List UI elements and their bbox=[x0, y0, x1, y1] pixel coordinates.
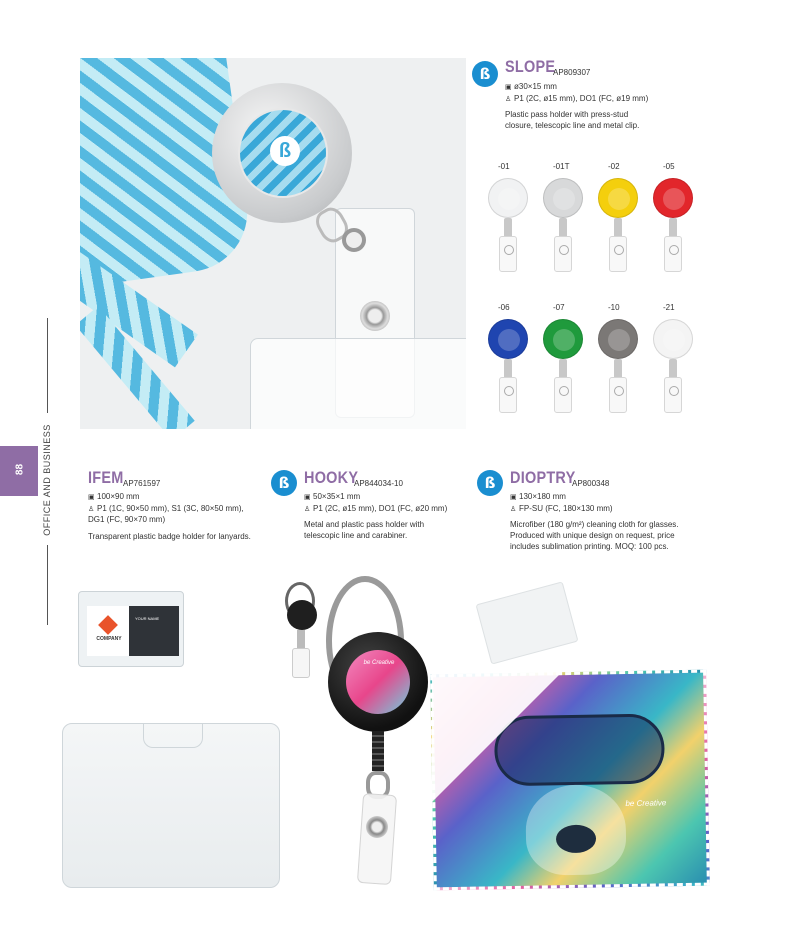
ifem-print-cont: DG1 (FC, 90×70 mm) bbox=[88, 515, 166, 524]
ifem-code: AP761597 bbox=[123, 479, 161, 488]
slope-print: ♙ P1 (2C, ø15 mm), DO1 (FC, ø19 mm) bbox=[505, 94, 649, 103]
brand-badge-icon: ß bbox=[472, 61, 498, 87]
page-number: 88 bbox=[14, 463, 26, 476]
slope-variant-clip bbox=[504, 359, 512, 379]
slope-variant-clip bbox=[504, 218, 512, 238]
side-divider-bottom bbox=[47, 545, 48, 625]
hooky-description: Metal and plastic pass holder with telescopic line and carabiner. bbox=[304, 520, 425, 540]
slope-variant-swatch bbox=[651, 178, 695, 278]
dioptry-description: Microfiber (180 g/m²) cleaning cloth for glasses. Produced with unique design on request, price includes sublimation printing. MOQ: 100 pcs. bbox=[510, 520, 679, 551]
slope-variant-disc bbox=[543, 178, 583, 218]
ifem-empty-photo bbox=[62, 723, 280, 888]
slope-variant-disc bbox=[543, 319, 583, 359]
slope-variant-tab bbox=[664, 236, 682, 272]
slope-variant-clip bbox=[614, 359, 622, 379]
slope-variant-swatch bbox=[486, 319, 530, 419]
slope-variant-tab bbox=[554, 236, 572, 272]
cloth-fold-corner bbox=[432, 672, 562, 802]
hooky-print: ♙ P1 (2C, ø15 mm), DO1 (FC, ø20 mm) bbox=[304, 504, 448, 513]
slope-variant-swatch bbox=[541, 319, 585, 419]
section-label: OFFICE AND BUSINESS bbox=[42, 424, 52, 536]
slope-variant-tab bbox=[664, 377, 682, 413]
page-number-tab bbox=[0, 446, 38, 496]
slope-variant-tab bbox=[609, 236, 627, 272]
side-divider-top bbox=[47, 318, 48, 413]
slope-variant-swatch bbox=[596, 319, 640, 419]
ifem-print: ♙ P1 (1C, 90×50 mm), S1 (3C, 80×50 mm), bbox=[88, 504, 244, 513]
card-company-text: COMPANY bbox=[96, 636, 122, 642]
ruler-icon: ▣ bbox=[505, 84, 512, 91]
slope-code: AP809307 bbox=[553, 68, 591, 77]
hooky-size: ▣ 50×35×1 mm bbox=[304, 492, 361, 501]
slope-size: ▣ ø30×15 mm bbox=[505, 82, 557, 91]
print-icon: ♙ bbox=[510, 506, 517, 513]
hooky-small-photo bbox=[282, 582, 322, 692]
slope-variant-code: -07 bbox=[553, 303, 565, 312]
ruler-icon: ▣ bbox=[88, 494, 95, 501]
slope-variant-code: -21 bbox=[663, 303, 675, 312]
slope-variant-swatch bbox=[596, 178, 640, 278]
dioptry-code: AP800348 bbox=[572, 479, 610, 488]
slope-variant-tab bbox=[499, 236, 517, 272]
hooky-badge-text: be Creative bbox=[363, 660, 395, 666]
slope-variant-disc bbox=[488, 178, 528, 218]
print-icon: ♙ bbox=[505, 96, 512, 103]
brand-logo-icon: ß bbox=[270, 136, 300, 166]
slope-variant-code: -01 bbox=[498, 162, 510, 171]
hooky-code: AP844034-10 bbox=[354, 479, 403, 488]
slope-variant-code: -06 bbox=[498, 303, 510, 312]
brand-badge-icon: ß bbox=[271, 470, 297, 496]
slope-variant-clip bbox=[614, 218, 622, 238]
slope-variant-tab bbox=[554, 377, 572, 413]
dioptry-size: ▣ 130×180 mm bbox=[510, 492, 566, 501]
card-name-text: YOUR NAME bbox=[135, 616, 160, 621]
ifem-name: IFEM bbox=[88, 468, 124, 487]
slope-variant-swatch bbox=[651, 319, 695, 419]
print-icon: ♙ bbox=[88, 506, 95, 513]
hooky-large-photo bbox=[318, 576, 438, 896]
slope-lifestyle-photo bbox=[80, 58, 466, 429]
slope-variant-disc bbox=[598, 319, 638, 359]
brand-badge-icon: ß bbox=[477, 470, 503, 496]
print-icon: ♙ bbox=[304, 506, 311, 513]
ifem-size: ▣ 100×90 mm bbox=[88, 492, 140, 501]
ifem-description: Transparent plastic badge holder for lanyards. bbox=[88, 532, 251, 541]
slope-variant-code: -02 bbox=[608, 162, 620, 171]
slope-variant-clip bbox=[559, 218, 567, 238]
ruler-icon: ▣ bbox=[304, 494, 311, 501]
slope-variant-code: -10 bbox=[608, 303, 620, 312]
slope-description: Plastic pass holder with press-stud closure, telescopic line and metal clip. bbox=[505, 110, 640, 130]
slope-variant-disc bbox=[488, 319, 528, 359]
cloth-badge-text: be Creative bbox=[625, 798, 667, 809]
slope-variant-disc bbox=[598, 178, 638, 218]
dioptry-folded-photo bbox=[476, 581, 579, 664]
slope-variant-tab bbox=[609, 377, 627, 413]
slope-variant-clip bbox=[669, 359, 677, 379]
slope-variant-code: -01T bbox=[553, 162, 570, 171]
ifem-with-card-photo bbox=[78, 591, 184, 667]
slope-variant-code: -05 bbox=[663, 162, 675, 171]
dioptry-name: DIOPTRY bbox=[510, 468, 576, 487]
slope-variant-clip bbox=[559, 359, 567, 379]
slope-variant-swatch bbox=[486, 178, 530, 278]
slope-variant-swatch bbox=[541, 178, 585, 278]
slope-variant-disc bbox=[653, 178, 693, 218]
slope-variant-disc bbox=[653, 319, 693, 359]
ruler-icon: ▣ bbox=[510, 494, 517, 501]
slope-variant-clip bbox=[669, 218, 677, 238]
dioptry-print: ♙ FP-SU (FC, 180×130 mm) bbox=[510, 504, 613, 513]
hooky-name: HOOKY bbox=[304, 468, 359, 487]
slope-name: SLOPE bbox=[505, 57, 556, 76]
slope-variant-tab bbox=[499, 377, 517, 413]
